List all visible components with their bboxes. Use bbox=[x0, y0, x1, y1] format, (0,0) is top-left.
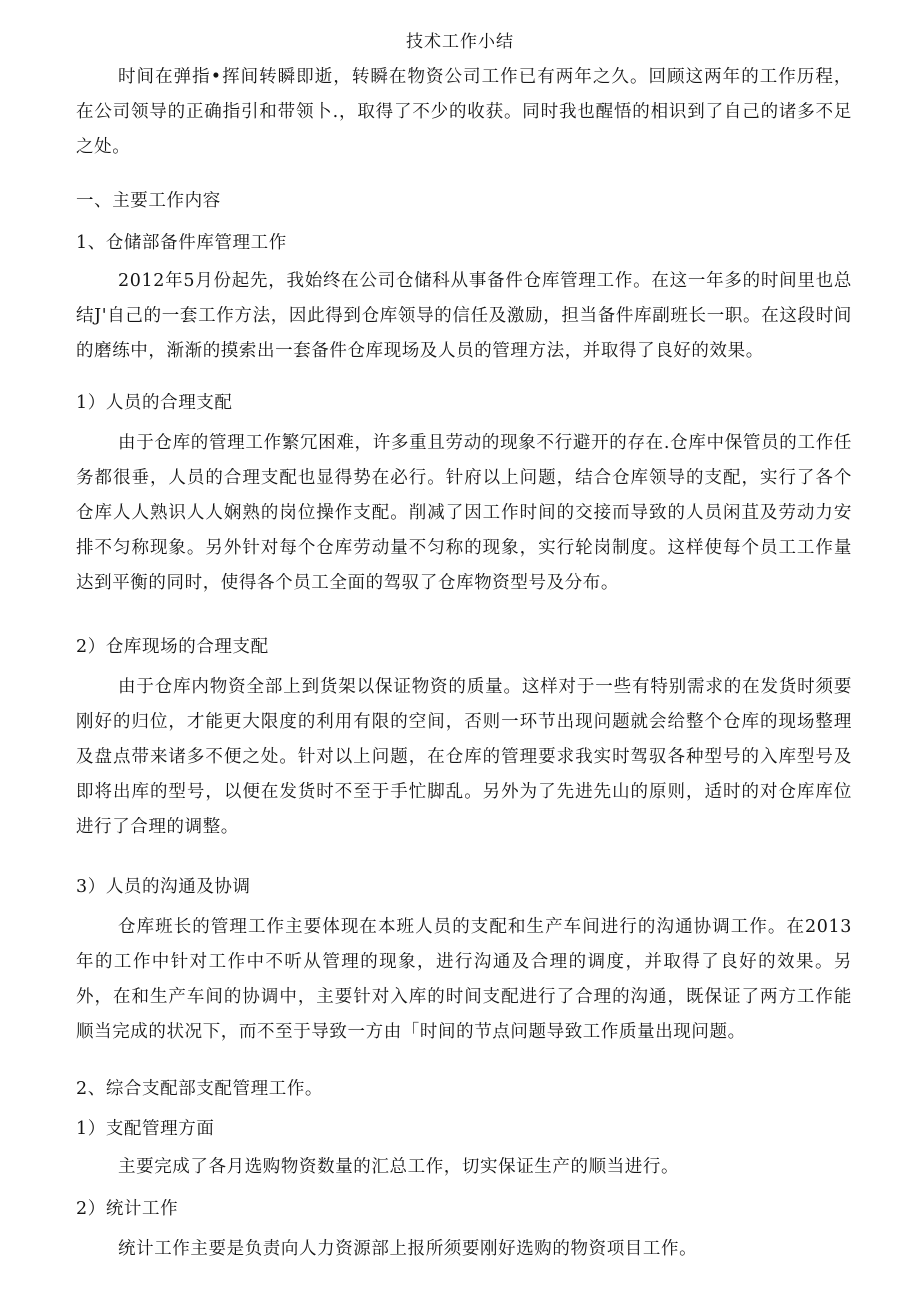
item-heading-statistics: 2）统计工作 bbox=[76, 1199, 179, 1219]
staff-allocation-paragraph: 由于仓库的管理工作繁冗困难，许多重且劳动的现象不行避开的存在.仓库中保管员的工作任务都很垂，人员的合理支配也显得势在必行。针府以上问题，结合仓库领导的支配，实行了各个仓库人人熟识人人娴熟的岗位操作支配。削减了因工作时间的交接而导致的人员闲苴及劳动力安排不匀称现象。另外针对每个仓库劳动量不匀称的现象，实行轮岗制度。这样使每个员工工作量达到平衡的同时，使得各个员工全面的驾驭了仓库物资型号及分布。 bbox=[76, 433, 852, 593]
communication-paragraph: 仓库班长的管理工作主要体现在本班人员的支配和生产车间进行的沟通协调工作。在2013年的工作中针对工作中不听从管理的现象，进行沟通及合理的调度，并取得了良好的效果。另外，在和生产车间的协调中，主要针对入库的时间支配进行了合理的沟通，既保证了两方工作能顺当完成的状况下，而不至于导致一方由「时间的节点问题导致工作质量出现问题。 bbox=[76, 917, 852, 1042]
subsection-heading-planning: 2、综合支配部支配管理工作。 bbox=[76, 1079, 324, 1099]
section-heading-main-work: 一、主要工作内容 bbox=[76, 191, 221, 211]
planning-management-paragraph: 主要完成了各月选购物资数量的汇总工作，切实保证生产的顺当进行。 bbox=[118, 1157, 680, 1177]
site-allocation-paragraph: 由于仓库内物资全部上到货架以保证物资的质量。这样对于一些有特别需求的在发货时须要刚好的归位，才能更大限度的利用有限的空间，否则一环节出现问题就会给整个仓库的现场整理及盘点带来诸多不便之处。针对以上问题，在仓库的管理要求我实时驾驭各种型号的入库型号及即将出库的型号，以便在发货时不至于手忙脚乱。另外为了先进先山的原则，适时的对仓库库位进行了合理的调整。 bbox=[76, 677, 852, 837]
item-heading-communication: 3）人员的沟通及协调 bbox=[76, 877, 251, 897]
statistics-paragraph: 统计工作主要是负责向人力资源部上报所须要刚好选购的物资项目工作。 bbox=[118, 1239, 698, 1259]
item-heading-staff-allocation: 1）人员的合理支配 bbox=[76, 393, 233, 413]
intro-paragraph: 时间在弹指•挥间转瞬即逝，转瞬在物资公司工作已有两年之久。回顾这两年的工作历程，在公司领导的正确指引和带领卜.，取得了不少的收获。同时我也醒悟的相识到了自己的诸多不足之处。 bbox=[76, 67, 852, 157]
subsection-heading-warehouse: 1、仓储部备件库管理工作 bbox=[76, 233, 287, 253]
item-heading-planning-management: 1）支配管理方面 bbox=[76, 1119, 215, 1139]
warehouse-paragraph: 2012年5月份起先，我始终在公司仓储科从事备件仓库管理工作。在这一年多的时间里也总结J'自己的一套工作方法，因此得到仓库领导的信任及激励，担当备件库副班长一职。在这段时间的磨练中，渐渐的摸索出一套备件仓库现场及人员的管理方法，并取得了良好的效果。 bbox=[76, 271, 852, 361]
item-heading-site-allocation: 2）仓库现场的合理支配 bbox=[76, 637, 269, 657]
document-title: 技术工作小结 bbox=[406, 32, 514, 52]
